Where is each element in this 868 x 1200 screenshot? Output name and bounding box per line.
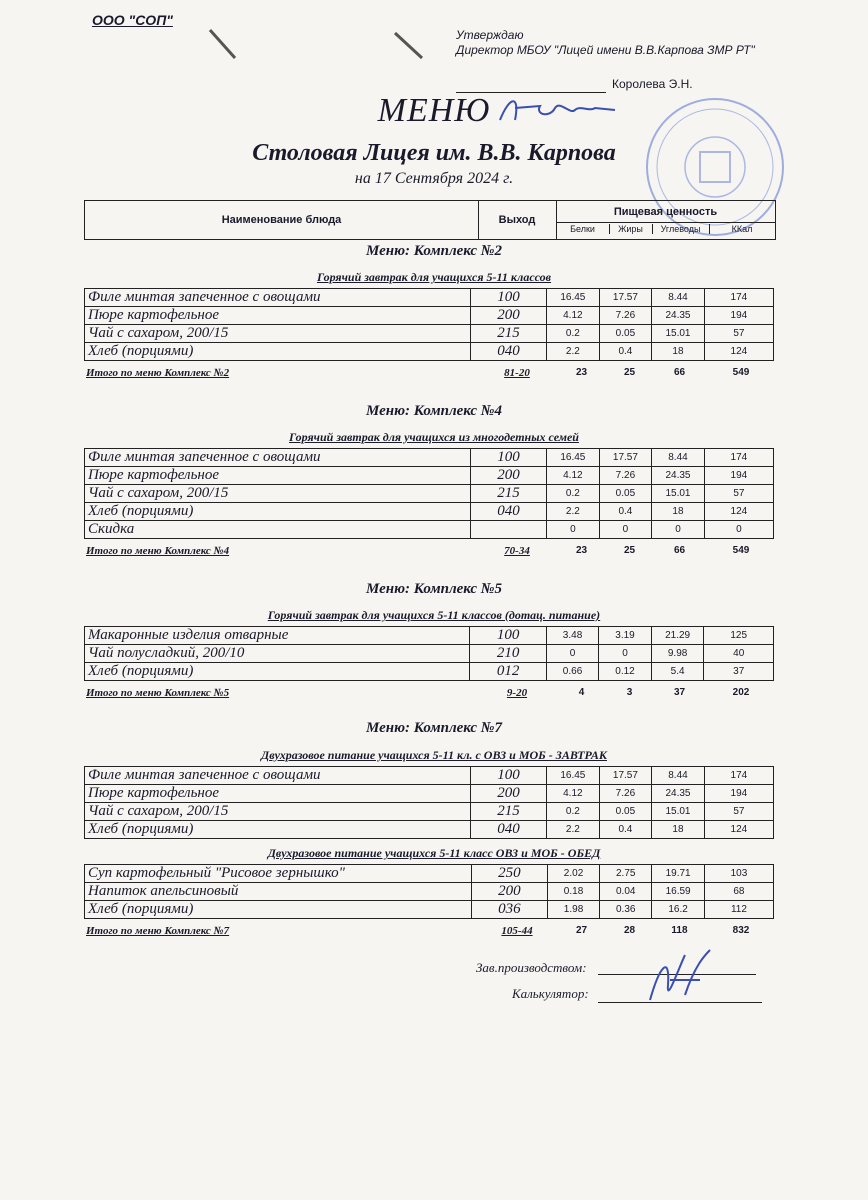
dish-carbs: 18 [652, 821, 705, 839]
dish-kcal: 194 [704, 467, 773, 485]
total-carbs: 66 [673, 367, 686, 378]
dish-carbs: 5.4 [651, 663, 704, 681]
dish-fat: 2.75 [600, 865, 652, 883]
dish-fat: 0.36 [600, 901, 652, 919]
total-output: 105-44 [501, 925, 533, 937]
dish-name: Напиток апельсиновый [85, 883, 472, 901]
dish-name: Чай полусладкий, 200/10 [85, 645, 470, 663]
section-subtitle-lunch: Двухразовое питание учащихся 5-11 класс ОВЗ и МОБ - ОБЕД [267, 846, 601, 860]
dish-name: Пюре картофельное [85, 307, 471, 325]
dish-name: Чай с сахаром, 200/15 [85, 485, 471, 503]
dish-kcal: 194 [704, 785, 773, 803]
dish-output: 200 [470, 785, 546, 803]
dish-kcal: 57 [704, 485, 773, 503]
dish-fat: 17.57 [599, 289, 652, 307]
table-row [85, 865, 774, 883]
table-row [85, 289, 774, 307]
dish-fat: 17.57 [599, 767, 652, 785]
menu-title-text: МЕНЮ [377, 92, 491, 129]
dish-output: 210 [470, 645, 546, 663]
dish-protein: 0.2 [547, 485, 600, 503]
dish-name: Хлеб (порциями) [85, 343, 471, 361]
dish-carbs: 21.29 [651, 627, 704, 645]
total-kcal: 202 [732, 687, 750, 698]
header-output: Выход [498, 214, 536, 226]
table-row [85, 485, 774, 503]
total-carbs: 66 [673, 545, 686, 556]
dish-fat: 0.05 [599, 325, 652, 343]
dish-fat: 7.26 [599, 467, 652, 485]
menu-table [84, 766, 774, 839]
dish-carbs: 16.2 [652, 901, 705, 919]
dish-output: 100 [470, 449, 546, 467]
dish-kcal: 124 [704, 503, 773, 521]
header-kcal: ККал [731, 224, 753, 234]
total-label: Итого по меню Комплекс №5 [86, 687, 230, 699]
dish-name: Хлеб (порциями) [85, 503, 471, 521]
dish-carbs: 15.01 [652, 325, 705, 343]
menu-table [84, 448, 774, 539]
total-row [84, 545, 774, 561]
dish-name: Суп картофельный "Рисовое зернышко" [85, 865, 472, 883]
menu-table [84, 288, 774, 361]
dish-fat: 0.4 [599, 503, 652, 521]
total-carbs: 118 [671, 925, 688, 936]
total-row [84, 687, 774, 703]
total-fat: 3 [626, 687, 633, 698]
dish-protein: 2.2 [547, 343, 600, 361]
total-output: 70-34 [504, 545, 530, 557]
dish-protein: 0 [547, 521, 600, 539]
table-row [85, 343, 774, 361]
total-row [84, 367, 774, 383]
dish-kcal: 174 [704, 767, 773, 785]
menu-table-lunch [84, 864, 774, 919]
dish-protein: 1.98 [547, 901, 599, 919]
dish-kcal: 68 [704, 883, 773, 901]
dish-kcal: 57 [704, 325, 773, 343]
section-title: Меню: Комплекс №5 [366, 581, 502, 597]
section-subtitle: Горячий завтрак для учащихся 5-11 классов [316, 270, 552, 284]
dish-carbs: 15.01 [652, 485, 705, 503]
canteen-name: Столовая Лицея им. В.В. Карпова [252, 140, 616, 166]
dish-output [470, 521, 546, 539]
menu-title [0, 92, 868, 130]
dish-carbs: 18 [652, 343, 705, 361]
dish-fat: 7.26 [599, 307, 652, 325]
title-signature [495, 90, 625, 130]
dish-carbs: 8.44 [652, 289, 705, 307]
dish-output: 100 [470, 289, 546, 307]
dish-output: 215 [470, 803, 546, 821]
dish-protein: 4.12 [547, 467, 600, 485]
dish-fat: 0 [599, 645, 651, 663]
table-row [85, 663, 774, 681]
dish-carbs: 18 [652, 503, 705, 521]
dish-kcal: 0 [704, 521, 773, 539]
dish-kcal: 37 [704, 663, 774, 681]
dish-kcal: 57 [704, 803, 773, 821]
dish-protein: 4.12 [547, 307, 600, 325]
dish-fat: 0.4 [599, 821, 652, 839]
table-row [85, 803, 774, 821]
dish-fat: 17.57 [599, 449, 652, 467]
dish-name: Хлеб (порциями) [85, 901, 472, 919]
dish-fat: 0.05 [599, 803, 652, 821]
table-row [85, 307, 774, 325]
menu-date: на 17 Сентября 2024 г. [354, 170, 514, 187]
total-label: Итого по меню Комплекс №4 [86, 545, 230, 557]
dish-name: Филе минтая запеченное с овощами [85, 767, 471, 785]
header-nutrition: Пищевая ценность [556, 201, 775, 223]
table-header [84, 200, 776, 240]
table-row [85, 325, 774, 343]
header-carbs: Углеводы [652, 224, 710, 234]
approval-position: Директор МБОУ "Лицей имени В.В.Карпова ЗМР РТ" [456, 43, 755, 57]
section-title: Меню: Комплекс №7 [366, 720, 502, 736]
dish-name: Макаронные изделия отварные [85, 627, 470, 645]
total-fat: 28 [623, 925, 636, 936]
dish-name: Скидка [85, 521, 471, 539]
total-kcal: 549 [732, 545, 750, 556]
dish-carbs: 24.35 [652, 785, 705, 803]
dish-protein: 2.2 [547, 503, 600, 521]
dish-output: 040 [470, 343, 546, 361]
header-dish: Наименование блюда [221, 214, 342, 226]
staple-left [205, 25, 245, 65]
director-name: Королева Э.Н. [612, 77, 693, 91]
dish-output: 100 [470, 627, 546, 645]
dish-kcal: 194 [704, 307, 773, 325]
menu-table [84, 626, 774, 681]
dish-fat: 3.19 [599, 627, 651, 645]
dish-carbs: 0 [652, 521, 705, 539]
dish-protein: 16.45 [547, 289, 600, 307]
total-protein: 4 [578, 687, 585, 698]
dish-name: Пюре картофельное [85, 467, 471, 485]
dish-output: 040 [470, 821, 546, 839]
table-row [85, 767, 774, 785]
table-row [85, 521, 774, 539]
approval-block [456, 28, 786, 58]
dish-carbs: 8.44 [652, 767, 705, 785]
dish-carbs: 8.44 [652, 449, 705, 467]
dish-carbs: 9.98 [651, 645, 704, 663]
table-row [85, 627, 774, 645]
dish-carbs: 19.71 [652, 865, 705, 883]
total-fat: 25 [623, 545, 636, 556]
staple-right [390, 28, 430, 68]
dish-kcal: 125 [704, 627, 774, 645]
dish-carbs: 16.59 [652, 883, 705, 901]
table-row [85, 901, 774, 919]
dish-protein: 2.02 [547, 865, 599, 883]
dish-name: Филе минтая запеченное с овощами [85, 289, 471, 307]
dish-fat: 0.04 [600, 883, 652, 901]
dish-output: 250 [471, 865, 547, 883]
total-fat: 25 [623, 367, 636, 378]
dish-protein: 0.2 [547, 803, 600, 821]
dish-kcal: 124 [704, 343, 773, 361]
table-row [85, 467, 774, 485]
dish-fat: 7.26 [599, 785, 652, 803]
dish-output: 200 [470, 467, 546, 485]
total-protein: 23 [575, 545, 588, 556]
dish-carbs: 15.01 [652, 803, 705, 821]
section-title: Меню: Комплекс №2 [366, 243, 502, 259]
dish-protein: 0.18 [547, 883, 599, 901]
dish-kcal: 124 [704, 821, 773, 839]
dish-output: 040 [470, 503, 546, 521]
dish-name: Хлеб (порциями) [85, 821, 471, 839]
dish-output: 200 [470, 307, 546, 325]
total-output: 9-20 [506, 687, 528, 699]
dish-output: 215 [470, 485, 546, 503]
table-row [85, 821, 774, 839]
total-row [84, 925, 774, 941]
dish-name: Пюре картофельное [85, 785, 471, 803]
dish-kcal: 103 [704, 865, 773, 883]
calculator-label: Калькулятор: [512, 986, 589, 1001]
section-subtitle: Горячий завтрак для учащихся из многодетных семей [289, 430, 579, 444]
dish-carbs: 24.35 [652, 467, 705, 485]
total-kcal: 832 [732, 925, 750, 936]
dish-protein: 0.2 [547, 325, 600, 343]
dish-name: Хлеб (порциями) [85, 663, 470, 681]
dish-fat: 0.12 [599, 663, 651, 681]
dish-protein: 0 [546, 645, 598, 663]
dish-protein: 16.45 [547, 767, 600, 785]
header-fat: Жиры [609, 224, 653, 234]
total-label: Итого по меню Комплекс №2 [86, 367, 230, 379]
dish-output: 012 [470, 663, 546, 681]
total-kcal: 549 [732, 367, 750, 378]
dish-output: 036 [471, 901, 547, 919]
total-protein: 23 [575, 367, 588, 378]
production-manager-label: Зав.производством: [476, 960, 587, 975]
total-output: 81-20 [504, 367, 530, 379]
handwritten-signature [640, 945, 720, 1015]
dish-name: Филе минтая запеченное с овощами [85, 449, 471, 467]
section-subtitle: Горячий завтрак для учащихся 5-11 классов (дотац. питание) [267, 608, 601, 622]
dish-fat: 0 [599, 521, 652, 539]
dish-output: 200 [471, 883, 547, 901]
dish-protein: 3.48 [546, 627, 598, 645]
dish-fat: 0.05 [599, 485, 652, 503]
dish-kcal: 40 [704, 645, 774, 663]
total-label: Итого по меню Комплекс №7 [86, 925, 230, 937]
section-title: Меню: Комплекс №4 [366, 403, 502, 419]
section-subtitle: Двухразовое питание учащихся 5-11 кл. с ОВЗ и МОБ - ЗАВТРАК [261, 748, 607, 762]
table-row [85, 645, 774, 663]
dish-fat: 0.4 [599, 343, 652, 361]
approval-label: Утверждаю [456, 28, 524, 42]
total-carbs: 37 [673, 687, 686, 698]
dish-name: Чай с сахаром, 200/15 [85, 325, 471, 343]
table-row [85, 449, 774, 467]
dish-kcal: 174 [704, 289, 773, 307]
header-protein: Белки [556, 224, 610, 234]
dish-carbs: 24.35 [652, 307, 705, 325]
table-row [85, 883, 774, 901]
dish-protein: 4.12 [547, 785, 600, 803]
dish-protein: 16.45 [547, 449, 600, 467]
dish-protein: 2.2 [547, 821, 600, 839]
dish-kcal: 112 [704, 901, 773, 919]
dish-output: 100 [470, 767, 546, 785]
dish-name: Чай с сахаром, 200/15 [85, 803, 471, 821]
organization-name: ООО "СОП" [92, 12, 173, 28]
dish-output: 215 [470, 325, 546, 343]
dish-protein: 0.66 [546, 663, 598, 681]
table-row [85, 785, 774, 803]
table-row [85, 503, 774, 521]
total-protein: 27 [575, 925, 588, 936]
dish-kcal: 174 [704, 449, 773, 467]
